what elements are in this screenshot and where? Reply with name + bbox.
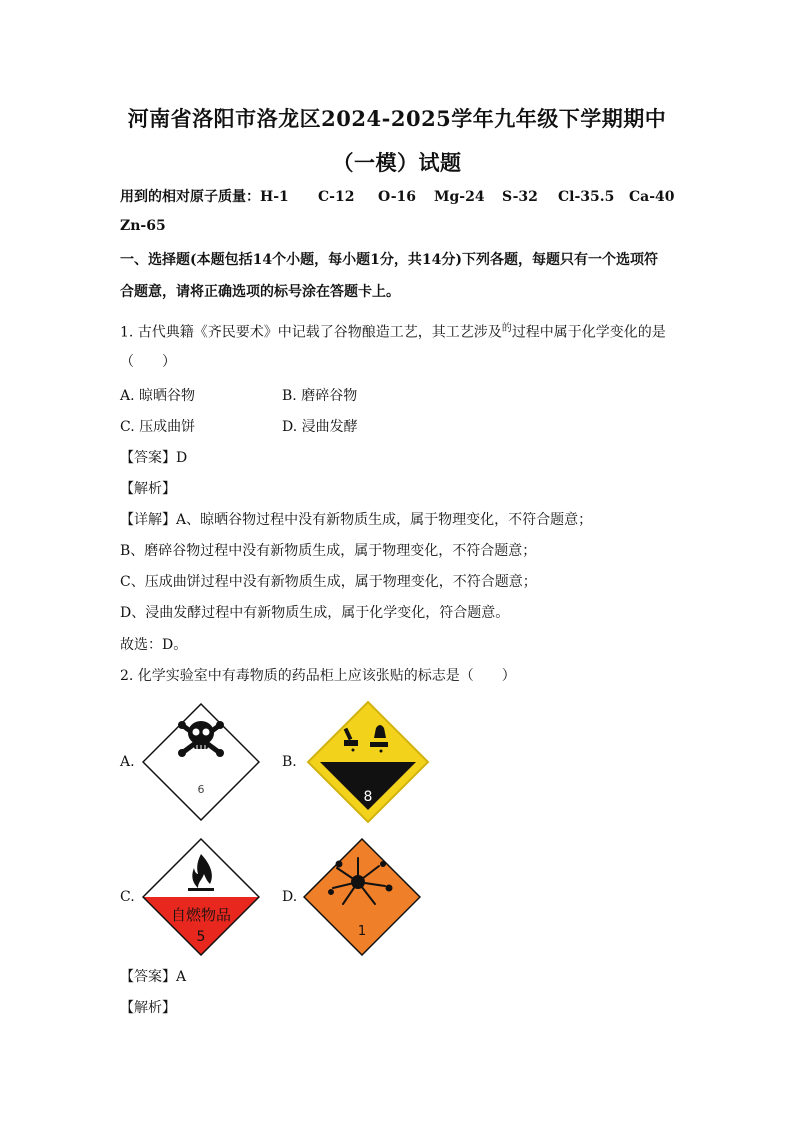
question-2-analysis-heading: 【解析】 bbox=[120, 1000, 176, 1016]
sign-d-number: 1 bbox=[357, 924, 367, 939]
toxic-hazard-sign bbox=[142, 703, 260, 821]
atomic-mass-label: 用到的相对原子质量： bbox=[120, 189, 260, 205]
spontaneous-combustion-hazard-sign bbox=[142, 838, 260, 956]
question-2-option-d-label: D. bbox=[282, 889, 298, 905]
document-title-line2: （一模）试题 bbox=[332, 150, 462, 175]
atomic-mass-item: O-16 bbox=[378, 189, 417, 205]
section-heading-line1: 一、选择题(本题包括14个小题，每小题1分，共14分)下列各题，每题只有一个选项符 bbox=[120, 252, 658, 268]
atomic-mass-item: S-32 bbox=[502, 189, 538, 205]
atomic-mass-item: H-1 bbox=[260, 189, 289, 205]
question-1-option-d: D. 浸曲发酵 bbox=[282, 419, 358, 435]
section-heading-line2: 合题意，请将正确选项的标号涂在答题卡上。 bbox=[120, 284, 400, 300]
atomic-mass-item: C-12 bbox=[318, 189, 355, 205]
question-1-analysis-heading: 【解析】 bbox=[120, 481, 176, 497]
question-1-blank: （ ） bbox=[120, 354, 176, 370]
question-1-choice: 故选：D。 bbox=[120, 637, 188, 653]
explosive-hazard-sign bbox=[303, 838, 421, 956]
question-2-answer: 【答案】A bbox=[120, 969, 187, 985]
corrosive-hazard-sign bbox=[306, 700, 430, 824]
question-1-stem-end: 过程中属于化学变化的是 bbox=[511, 324, 666, 341]
sign-c-text: 自燃物品 bbox=[170, 906, 232, 924]
question-1-detail-line: C、压成曲饼过程中没有新物质生成，属于物理变化，不符合题意； bbox=[120, 574, 537, 590]
question-1-option-c: C. 压成曲饼 bbox=[120, 419, 196, 435]
question-1-detail-line: 【详解】A、晾晒谷物过程中没有新物质生成，属于物理变化，不符合题意； bbox=[120, 512, 593, 528]
question-2-stem: 2. 化学实验室中有毒物质的药品柜上应该张贴的标志是（ ） bbox=[120, 668, 516, 684]
atomic-mass-item: Zn-65 bbox=[120, 218, 166, 234]
atomic-mass-row bbox=[120, 186, 675, 206]
sign-b-number: 8 bbox=[363, 789, 373, 805]
document-title-line1: 河南省洛阳市洛龙区2024-2025学年九年级下学期期中 bbox=[127, 106, 667, 131]
question-1-detail-line: D、浸曲发酵过程中有新物质生成，属于化学变化，符合题意。 bbox=[120, 605, 510, 621]
atomic-mass-item: Mg-24 bbox=[434, 189, 485, 205]
sign-c-number: 5 bbox=[196, 929, 206, 945]
atomic-mass-item: Ca-40 bbox=[629, 189, 675, 205]
question-1-option-b: B. 磨碎谷物 bbox=[282, 388, 358, 404]
question-1-stem-text: 1. 古代典籍《齐民要术》中记载了谷物酿造工艺，其工艺涉及 bbox=[120, 324, 502, 341]
question-2-option-b-label: B. bbox=[282, 754, 297, 770]
question-2-option-c-label: C. bbox=[120, 889, 135, 905]
question-1-stem bbox=[120, 319, 666, 342]
question-1-answer: 【答案】D bbox=[120, 450, 188, 466]
question-1-superscript: 的 bbox=[501, 323, 512, 334]
atomic-mass-item: Cl-35.5 bbox=[558, 189, 615, 205]
question-1-detail-line: B、磨碎谷物过程中没有新物质生成，属于物理变化，不符合题意； bbox=[120, 543, 537, 559]
question-2-option-a-label: A. bbox=[120, 754, 135, 770]
sign-a-number: 6 bbox=[197, 783, 205, 796]
question-1-option-a: A. 晾晒谷物 bbox=[120, 388, 196, 404]
